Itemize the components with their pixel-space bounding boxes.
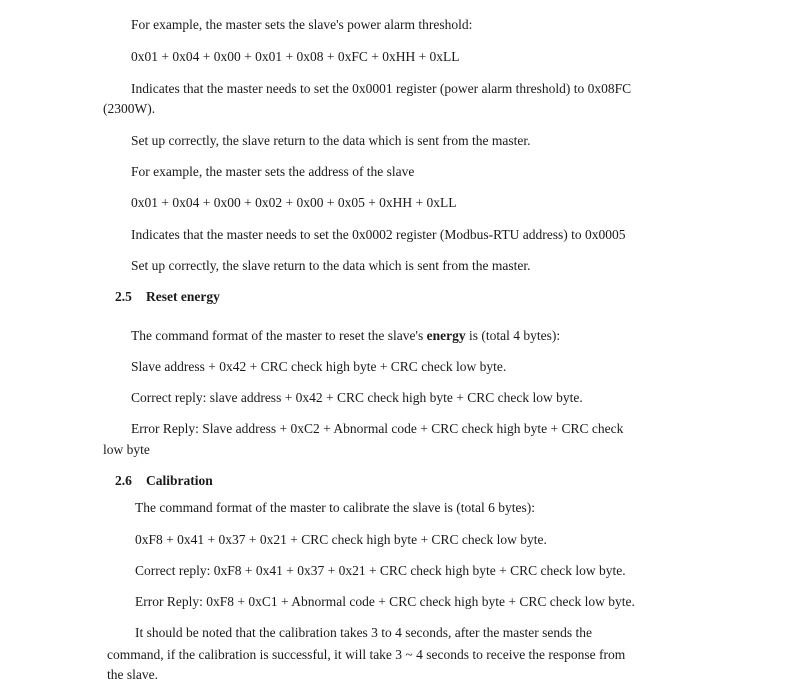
paragraph-reset-frame: Slave address + 0x42 + CRC check high byte + CRC check low byte. bbox=[131, 359, 507, 374]
paragraph-reset-error-reply-cont: low byte bbox=[103, 442, 150, 457]
paragraph-calibration-frame: 0xF8 + 0x41 + 0x37 + 0x21 + CRC check high byte + CRC check low byte. bbox=[135, 532, 547, 547]
paragraph-calibration-correct-reply: Correct reply: 0xF8 + 0x41 + 0x37 + 0x21 + CRC check high byte + CRC check low byte. bbox=[135, 563, 626, 578]
paragraph-indicates-0x0001-cont: (2300W). bbox=[103, 101, 156, 116]
frame-power-alarm: 0x01 + 0x04 + 0x00 + 0x01 + 0x08 + 0xFC + 0xHH + 0xLL bbox=[131, 49, 460, 64]
reset-format-text-end: is (total 4 bytes): bbox=[465, 328, 561, 343]
paragraph-calibration-note: It should be noted that the calibration takes 3 to 4 seconds, after the master sends the bbox=[135, 625, 592, 640]
paragraph-reset-format bbox=[131, 327, 560, 345]
paragraph-calibration-note-end: the slave. bbox=[107, 667, 158, 682]
heading-2-6-title: Calibration bbox=[146, 473, 213, 488]
heading-2-5-title: Reset energy bbox=[146, 289, 220, 304]
paragraph-example-address: For example, the master sets the address of the slave bbox=[131, 164, 415, 179]
heading-2-6 bbox=[115, 472, 213, 490]
heading-2-5-number: 2.5 bbox=[115, 289, 132, 304]
paragraph-setup-correct-1: Set up correctly, the slave return to the data which is sent from the master. bbox=[131, 133, 531, 148]
paragraph-calibration-note-cont: command, if the calibration is successful, it will take 3 ~ 4 seconds to receive the response from bbox=[107, 647, 626, 662]
frame-address: 0x01 + 0x04 + 0x00 + 0x02 + 0x00 + 0x05 + 0xHH + 0xLL bbox=[131, 195, 457, 210]
reset-format-bold: energy bbox=[426, 328, 466, 343]
paragraph-reset-error-reply: Error Reply: Slave address + 0xC2 + Abnormal code + CRC check high byte + CRC check bbox=[131, 421, 624, 436]
paragraph-reset-correct-reply: Correct reply: slave address + 0x42 + CRC check high byte + CRC check low byte. bbox=[131, 390, 583, 405]
reset-format-text: The command format of the master to reset the slave's bbox=[131, 328, 427, 343]
heading-2-5 bbox=[115, 288, 220, 306]
paragraph-calibration-error-reply: Error Reply: 0xF8 + 0xC1 + Abnormal code + CRC check high byte + CRC check low byte. bbox=[135, 594, 635, 609]
paragraph-indicates-0x0002: Indicates that the master needs to set the 0x0002 register (Modbus-RTU address) to 0x0005 bbox=[131, 227, 626, 242]
paragraph-setup-correct-2: Set up correctly, the slave return to the data which is sent from the master. bbox=[131, 258, 531, 273]
paragraph-example-power-alarm: For example, the master sets the slave's power alarm threshold: bbox=[131, 17, 473, 32]
paragraph-indicates-0x0001: Indicates that the master needs to set the 0x0001 register (power alarm threshold) to 0x08FC bbox=[131, 81, 632, 96]
heading-2-6-number: 2.6 bbox=[115, 473, 132, 488]
paragraph-calibration-format: The command format of the master to calibrate the slave is (total 6 bytes): bbox=[135, 500, 535, 515]
